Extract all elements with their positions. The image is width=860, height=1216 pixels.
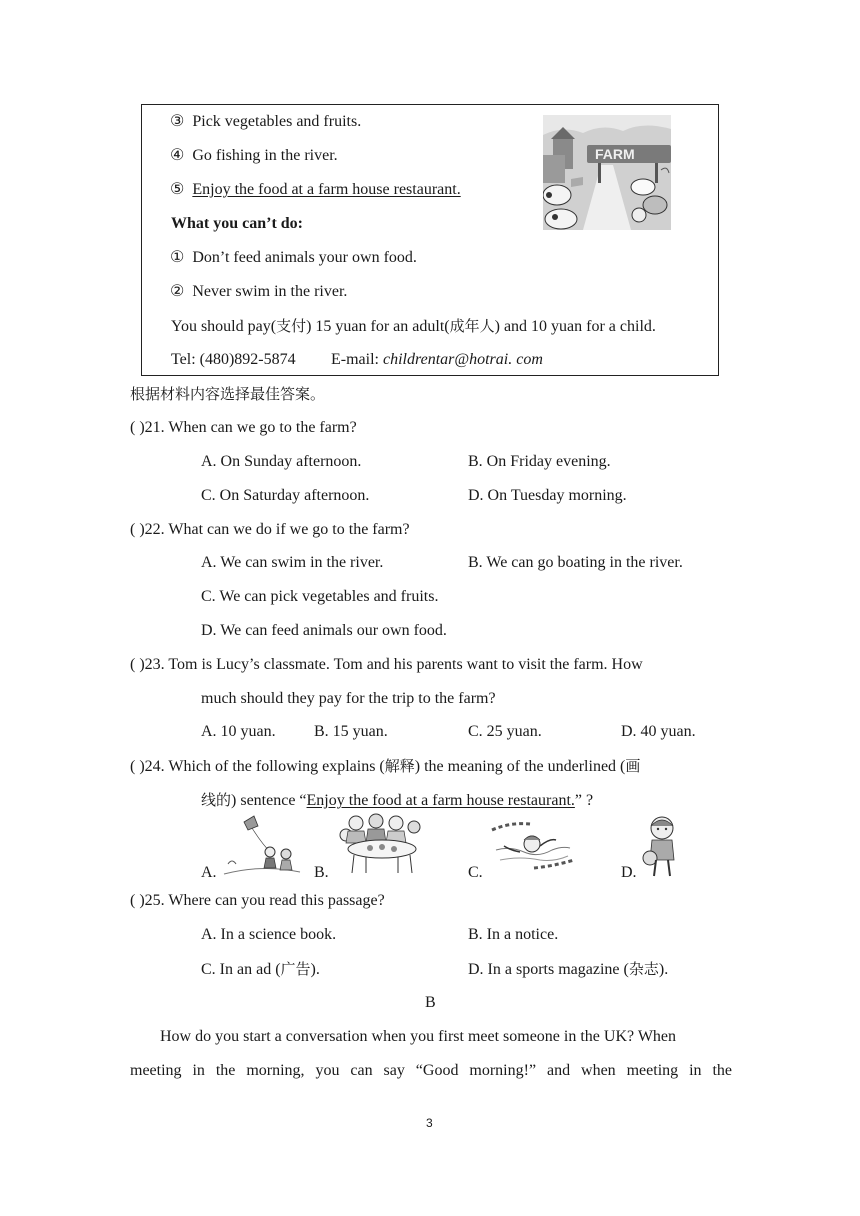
passage-line-1: How do you start a conversation when you first meet someone in the UK? When — [160, 1028, 677, 1045]
q24-stem-line2: 线的) sentence “Enjoy the food at a farm house restaurant.” ? — [201, 791, 594, 809]
q23-stem-line2: much should they pay for the trip to the farm? — [201, 690, 496, 707]
q21-stem: ( )21. When can we go to the farm? — [130, 419, 357, 436]
q25-option-c: C. In an ad (广告). — [201, 960, 320, 978]
q23-option-a: A. 10 yuan. — [201, 723, 276, 740]
kite-flying-picture — [222, 814, 302, 883]
q21-option-b: B. On Friday evening. — [468, 453, 611, 470]
q24-option-d: D. — [621, 864, 637, 881]
q23-option-b: B. 15 yuan. — [314, 723, 388, 740]
q22-option-d: D. We can feed animals our own food. — [201, 622, 447, 639]
email-line: E-mail: childrentar@hotrai. com — [331, 351, 543, 368]
q22-option-c: C. We can pick vegetables and fruits. — [201, 588, 439, 605]
instruction: 根据材料内容选择最佳答案。 — [130, 385, 326, 403]
cant-item-2: ② Never swim in the river. — [170, 283, 348, 300]
q23-option-c: C. 25 yuan. — [468, 723, 542, 740]
q21-option-d: D. On Tuesday morning. — [468, 487, 627, 504]
q25-option-b: B. In a notice. — [468, 926, 559, 943]
q25-option-d: D. In a sports magazine (杂志). — [468, 960, 669, 978]
section-b-heading: B — [425, 994, 436, 1011]
q21-option-a: A. On Sunday afternoon. — [201, 453, 362, 470]
q24-stem-line1: ( )24. Which of the following explains (解释) the meaning of the underlined (画 — [130, 757, 641, 775]
q22-option-b: B. We can go boating in the river. — [468, 554, 683, 571]
q23-option-d: D. 40 yuan. — [621, 723, 696, 740]
do-item-5: ⑤ Enjoy the food at a farm house restaurant. — [170, 181, 461, 198]
q24-option-b: B. — [314, 864, 329, 881]
q22-option-a: A. We can swim in the river. — [201, 554, 384, 571]
underlined-sentence: Enjoy the food at a farm house restaurant. — [192, 181, 461, 198]
farm-illustration — [543, 115, 671, 230]
passage-line-2: meeting in the morning, you can say “Good morning!” and when meeting in the — [130, 1062, 732, 1079]
cant-item-1: ① Don’t feed animals your own food. — [170, 249, 417, 266]
q25-stem: ( )25. Where can you read this passage? — [130, 892, 385, 909]
q22-stem: ( )22. What can we do if we go to the farm? — [130, 521, 410, 538]
family-dinner-picture — [336, 813, 428, 880]
email-address: childrentar@hotrai. com — [382, 351, 543, 368]
swimming-picture — [490, 816, 576, 881]
page-number: 3 — [426, 1116, 433, 1130]
pay-line: You should pay(支付) 15 yuan for an adult(成年人) and 10 yuan for a child. — [171, 317, 656, 335]
svg-text:FARM: FARM — [595, 146, 635, 162]
q25-option-a: A. In a science book. — [201, 926, 337, 943]
cant-heading: What you can’t do: — [171, 215, 304, 232]
boy-with-ball-picture — [640, 814, 684, 885]
tel-line: Tel: (480)892-5874 — [171, 351, 296, 368]
q23-stem-line1: ( )23. Tom is Lucy’s classmate. Tom and his parents want to visit the farm. How — [130, 656, 643, 673]
q24-option-a: A. — [201, 864, 217, 881]
q21-option-c: C. On Saturday afternoon. — [201, 487, 370, 504]
do-item-3: ③ Pick vegetables and fruits. — [170, 113, 362, 130]
q24-option-c: C. — [468, 864, 483, 881]
do-item-4: ④ Go fishing in the river. — [170, 147, 338, 164]
